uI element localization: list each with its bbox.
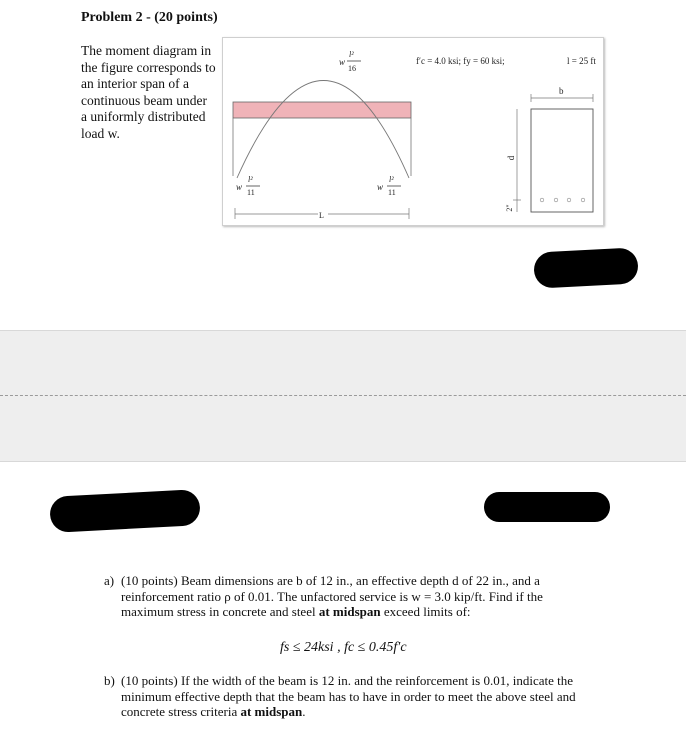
moment-curve: [237, 81, 409, 179]
redaction-top-right: [533, 247, 639, 288]
section-width-label: b: [559, 86, 564, 96]
mid-moment-num: l²: [349, 50, 354, 59]
span-length: l = 25 ft: [567, 56, 596, 66]
redaction-right: [484, 492, 610, 522]
gray-band: [0, 330, 686, 462]
left-moment-den: 11: [247, 188, 255, 197]
redaction-left: [49, 489, 201, 533]
section-depth-label: d: [506, 155, 516, 161]
problem-intro: The moment diagram in the figure corresponds to an interior span of a continuous beam under a uniformly distributed load w.: [81, 43, 216, 141]
cover-label: 2": [505, 204, 514, 212]
moment-diagram-figure: [222, 37, 604, 226]
question-b-label: b): [104, 673, 115, 688]
question-b-text: (10 points) If the width of the beam is 12 in. and the reinforcement is 0.01, indicate the minimum effective depth that the beam has to have in order to meet the above steel and concrete stress criteria at midspan.: [121, 673, 576, 719]
right-moment-num: l²: [389, 175, 394, 184]
beam-rect: [233, 102, 411, 118]
dashed-divider: [0, 395, 686, 396]
left-moment-num: l²: [248, 175, 253, 184]
left-moment-coef: w: [236, 182, 243, 192]
right-moment-den: 11: [388, 188, 396, 197]
question-a-text: (10 points) Beam dimensions are b of 12 in., an effective depth d of 22 in., and a reinforcement ratio ρ of 0.01. The unfactored service is w = 3.0 kip/ft. Find if the maximum stress in concrete and steel at midspan exceed limits of:: [121, 573, 543, 619]
section-rect: [531, 109, 593, 212]
right-moment-coef: w: [377, 182, 384, 192]
span-label: L: [319, 211, 324, 220]
material-props: f′c = 4.0 ksi; fy = 60 ksi;: [416, 56, 505, 66]
mid-moment-coef: w: [339, 57, 346, 67]
stress-limit-formula: fs ≤ 24ksi , fc ≤ 0.45f′c: [280, 640, 407, 655]
moment-diagram-svg: [223, 38, 603, 225]
problem-title: Problem 2 - (20 points): [81, 10, 218, 25]
question-a-label: a): [104, 573, 115, 588]
mid-moment-den: 16: [348, 64, 356, 73]
